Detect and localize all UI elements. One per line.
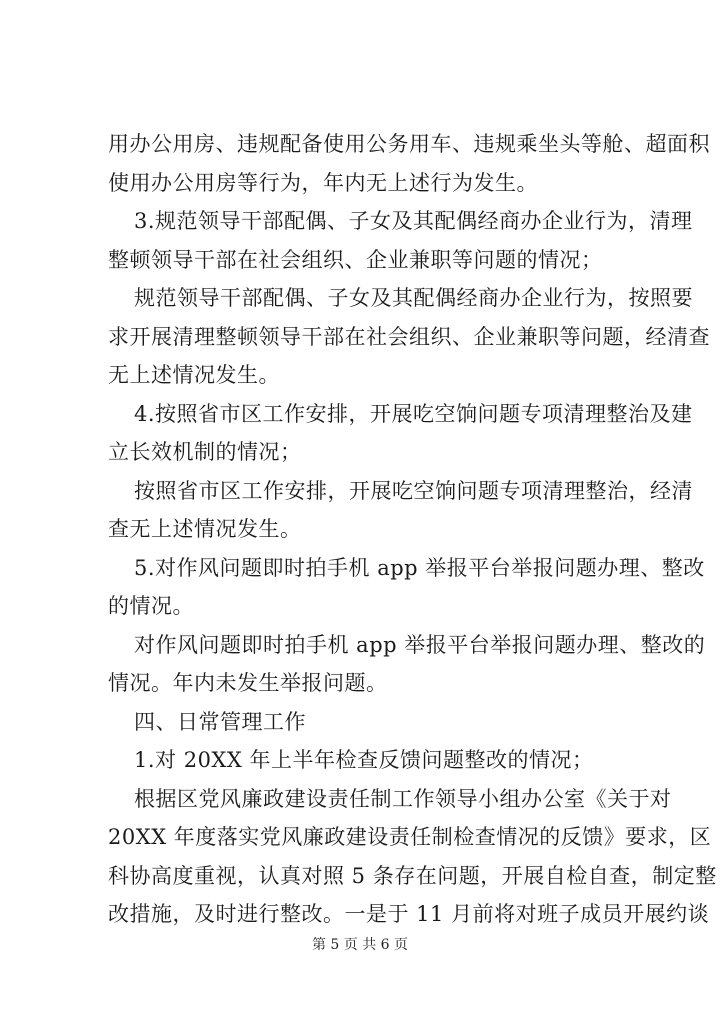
page-footer: 第 5 页 共 6 页 [311,937,409,953]
text-line: 改措施，及时进行整改。一是于 11 月前将对班子成员开展约谈 [108,902,710,926]
text-line: 按照省市区工作安排，开展吃空饷问题专项清理整治，经清 [134,478,693,503]
text-line: 求开展清理整顿领导干部在社会组织、企业兼职等问题，经清查 [108,324,710,349]
text-line: 5.对作风问题即时拍手机 app 举报平台举报问题办理、整改 [134,555,705,580]
text-line: 无上述情况发生。 [108,363,280,387]
text-line: 根据区党风廉政建设责任制工作领导小组办公室《关于对 [134,786,672,811]
text-line: 规范领导干部配偶、子女及其配偶经商办企业行为，按照要 [134,286,693,310]
text-line: 使用办公用房等行为，年内无上述行为发生。 [108,170,538,195]
text-line: 1.对 20XX 年上半年检查反馈问题整改的情况； [134,748,594,772]
text-line: 3.规范领导干部配偶、子女及其配偶经商办企业行为，清理 [134,209,693,233]
text-line: 整顿领导干部在社会组织、企业兼职等问题的情况； [108,247,603,272]
text-line: 查无上述情况发生。 [108,517,302,541]
text-line: 科协高度重视，认真对照 5 条存在问题，开展自检自查，制定整 [108,863,717,888]
text-line: 4.按照省市区工作安排，开展吃空饷问题专项清理整治及建 [134,401,693,426]
text-line: 立长效机制的情况； [108,440,302,464]
text-line: 对作风问题即时拍手机 app 举报平台举报问题办理、整改的 [134,632,706,657]
text-line: 用办公用房、违规配备使用公务用车、违规乘坐头等舱、超面积 [108,132,710,156]
text-line: 20XX 年度落实党风廉政建设责任制检查情况的反馈》要求，区 [108,825,712,849]
text-line: 情况。年内未发生举报问题。 [108,671,388,695]
text-line: 的情况。 [108,594,194,618]
section-heading: 四、日常管理工作 [134,709,306,734]
